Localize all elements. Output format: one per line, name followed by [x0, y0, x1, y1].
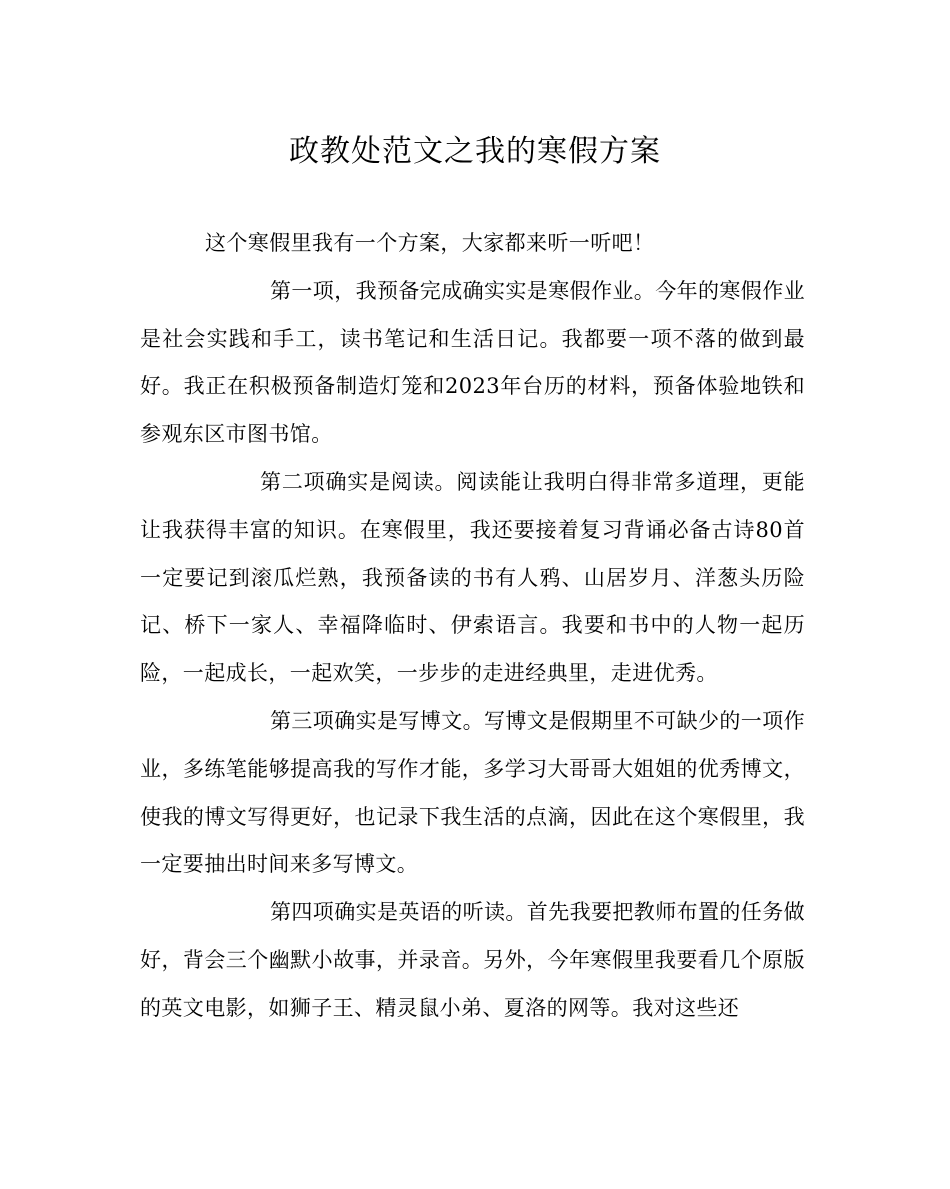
paragraph-intro: 这个寒假里我有一个方案，大家都来听一听吧！ [205, 231, 655, 255]
paragraph-item-4: 第四项确实是英语的听读。首先我要把教师布置的任务做好，背会三个幽默小故事，并录音。另外，今年寒假里我要看几个原版的英文电影，如狮子王、精灵鼠小弟、夏洛的网等。我对这些还 [140, 900, 805, 1020]
paragraph-item-1: 第一项，我预备完成确实实是寒假作业。今年的寒假作业是社会实践和手工，读书笔记和生活日记。我都要一项不落的做到最好。我正在积极预备制造灯笼和2023年台历的材料，预备体验地铁和参观东区市图书馆。 [140, 278, 805, 447]
paragraph-item-3: 第三项确实是写博文。写博文是假期里不可缺少的一项作业，多练笔能够提高我的写作才能，多学习大哥哥大姐姐的优秀博文，使我的博文写得更好，也记录下我生活的点滴，因此在这个寒假里，我一定要抽出时间来多写博文。 [140, 708, 805, 877]
paragraph-item-2: 第二项确实是阅读。阅读能让我明白得非常多道理，更能让我获得丰富的知识。在寒假里，我还要接着复习背诵必备古诗80首一定要记到滚瓜烂熟，我预备读的书有人鸦、山居岁月、洋葱头历险记、桥下一家人、幸福降临时、伊索语言。我要和书中的人物一起历险，一起成长，一起欢笑，一步步的走进经典里，走进优秀。 [140, 469, 805, 686]
document-body [140, 220, 805, 1033]
document-title: 政教处范文之我的寒假方案 [289, 134, 661, 169]
